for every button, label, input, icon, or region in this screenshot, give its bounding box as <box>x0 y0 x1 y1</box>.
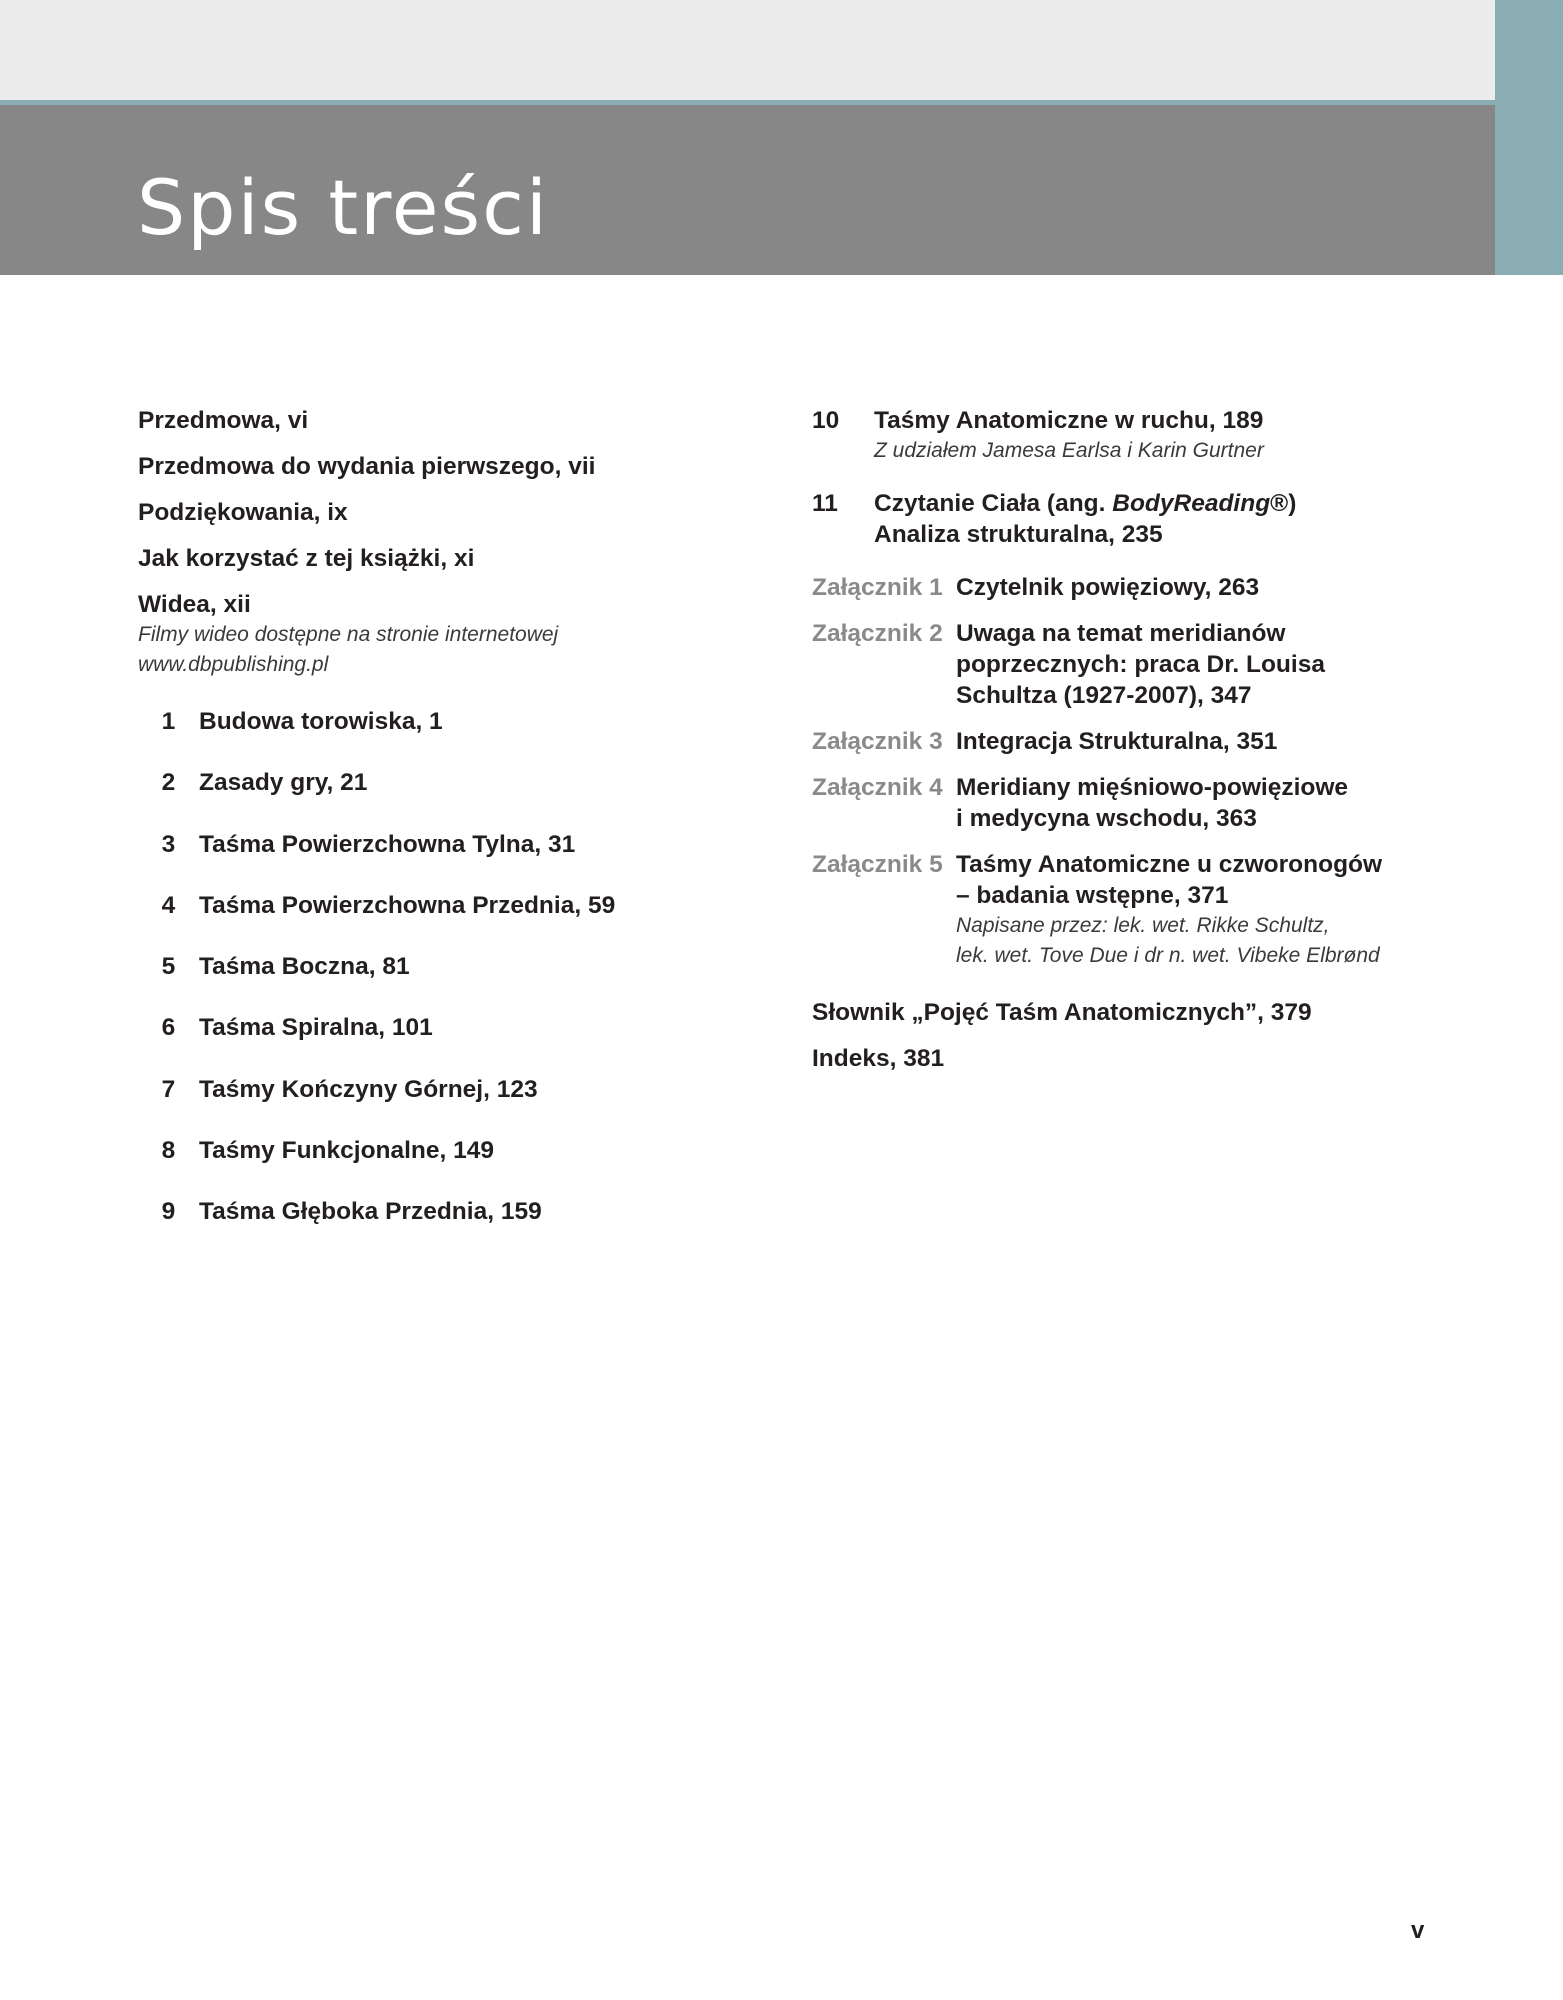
chapter-number: 3 <box>161 830 176 858</box>
toc-entry-label: Jak korzystać z tej książki, xi <box>138 545 475 572</box>
chapter-number: 8 <box>161 1137 176 1165</box>
appendix-title: – badania wstępne, 371 <box>956 882 1229 909</box>
chapter-title: Taśma Powierzchowna Tylna, 31 <box>199 830 576 858</box>
appendix-authors: Napisane przez: lek. wet. Rikke Schultz, <box>956 914 1330 937</box>
chapter-number: 10 <box>812 407 840 434</box>
chapter-title: Taśma Spiralna, 101 <box>199 1014 433 1042</box>
toc-chapter-6[interactable] <box>138 1012 778 1073</box>
chapter-number: 5 <box>161 953 176 981</box>
chapter-title: Taśmy Funkcjonalne, 149 <box>199 1137 495 1165</box>
chapter-title-line2: Analiza strukturalna, 235 <box>874 521 1163 548</box>
toc-entry-how-to-use[interactable] <box>138 543 778 574</box>
side-tab <box>1495 0 1563 275</box>
toc-chapter-4[interactable] <box>138 890 778 951</box>
chapter-number: 1 <box>161 708 176 735</box>
toc-entry-preface-first-edition[interactable] <box>138 451 778 482</box>
chapter-number: 11 <box>812 490 838 517</box>
toc-entry-glossary[interactable] <box>812 997 1432 1028</box>
appendix-label: Załącznik 4 <box>812 774 943 801</box>
toc-chapter-5[interactable] <box>138 951 778 1012</box>
toc-chapter-11[interactable] <box>812 488 1432 550</box>
toc-entry-url: www.dbpublishing.pl <box>138 653 329 676</box>
chapter-title: Taśmy Kończyny Górnej, 123 <box>199 1075 538 1103</box>
toc-entry-label: Przedmowa, vi <box>138 407 309 434</box>
chapter-title: Taśma Boczna, 81 <box>199 953 410 981</box>
appendix-title: Meridiany mięśniowo-powięziowe <box>956 774 1349 801</box>
chapter-title-part: Czytanie Ciała (ang. <box>874 490 1113 517</box>
appendix-title: Schultza (1927-2007), 347 <box>956 682 1252 709</box>
toc-chapter-1[interactable] <box>138 706 778 767</box>
chapter-number: 6 <box>161 1014 176 1042</box>
appendix-title: i medycyna wschodu, 363 <box>956 805 1257 832</box>
header-top-band <box>0 0 1495 100</box>
appendix-label: Załącznik 2 <box>812 620 943 647</box>
chapter-title-part: ®) <box>1270 490 1297 517</box>
chapter-number: 4 <box>161 891 176 919</box>
chapter-number: 7 <box>161 1075 176 1103</box>
chapter-title-italic: BodyReading <box>1112 490 1271 517</box>
toc-chapter-3[interactable] <box>138 829 778 890</box>
page-title: Spis treści <box>137 163 549 252</box>
chapter-title: Zasady gry, 21 <box>199 769 368 797</box>
appendix-title: Integracja Strukturalna, 351 <box>956 728 1278 755</box>
toc-appendix-5[interactable] <box>812 849 1432 971</box>
appendix-label: Załącznik 5 <box>812 851 943 878</box>
appendix-title: Taśmy Anatomiczne u czworonogów <box>956 851 1383 878</box>
toc-chapter-7[interactable] <box>138 1074 778 1135</box>
chapter-title: Taśma Powierzchowna Przednia, 59 <box>199 891 616 919</box>
appendix-title: Uwaga na temat meridianów <box>956 620 1286 647</box>
toc-right-column <box>812 405 1432 1089</box>
chapter-title: Taśma Głęboka Przednia, 159 <box>199 1198 542 1226</box>
toc-entry-label: Widea, xii <box>138 591 251 618</box>
chapter-number: 9 <box>161 1198 176 1226</box>
toc-chapter-8[interactable] <box>138 1135 778 1196</box>
toc-appendix-2[interactable] <box>812 618 1432 711</box>
toc-entry-label: Indeks, 381 <box>812 1045 945 1072</box>
toc-entry-videos[interactable] <box>138 589 778 680</box>
toc-appendix-3[interactable] <box>812 726 1432 757</box>
appendix-title: poprzecznych: praca Dr. Louisa <box>956 651 1325 678</box>
page-number: v <box>1411 1917 1425 1944</box>
toc-entry-acknowledgements[interactable] <box>138 497 778 528</box>
appendix-authors: lek. wet. Tove Due i dr n. wet. Vibeke Elbrønd <box>956 944 1380 967</box>
appendix-label: Załącznik 1 <box>812 574 943 601</box>
toc-appendix-1[interactable] <box>812 572 1432 603</box>
toc-entry-index[interactable] <box>812 1043 1432 1074</box>
chapter-number: 2 <box>161 769 176 797</box>
toc-entry-label: Słownik „Pojęć Taśm Anatomicznych”, 379 <box>812 999 1312 1026</box>
toc-chapter-9[interactable] <box>138 1196 778 1257</box>
toc-chapter-10[interactable] <box>812 405 1432 466</box>
toc-left-column <box>138 405 778 1258</box>
toc-entry-label: Przedmowa do wydania pierwszego, vii <box>138 453 596 480</box>
chapter-contributors: Z udziałem Jamesa Earlsa i Karin Gurtner <box>874 439 1264 462</box>
toc-entry-note: Filmy wideo dostępne na stronie internetowej <box>138 623 559 646</box>
chapter-title: Budowa torowiska, 1 <box>199 708 443 735</box>
toc-appendix-4[interactable] <box>812 772 1432 834</box>
appendix-label: Załącznik 3 <box>812 728 943 755</box>
toc-chapter-2[interactable] <box>138 767 778 828</box>
appendix-title: Czytelnik powięziowy, 263 <box>956 574 1260 601</box>
toc-entry-preface[interactable] <box>138 405 778 436</box>
toc-entry-label: Podziękowania, ix <box>138 499 348 526</box>
chapter-title: Taśmy Anatomiczne w ruchu, 189 <box>874 407 1264 434</box>
